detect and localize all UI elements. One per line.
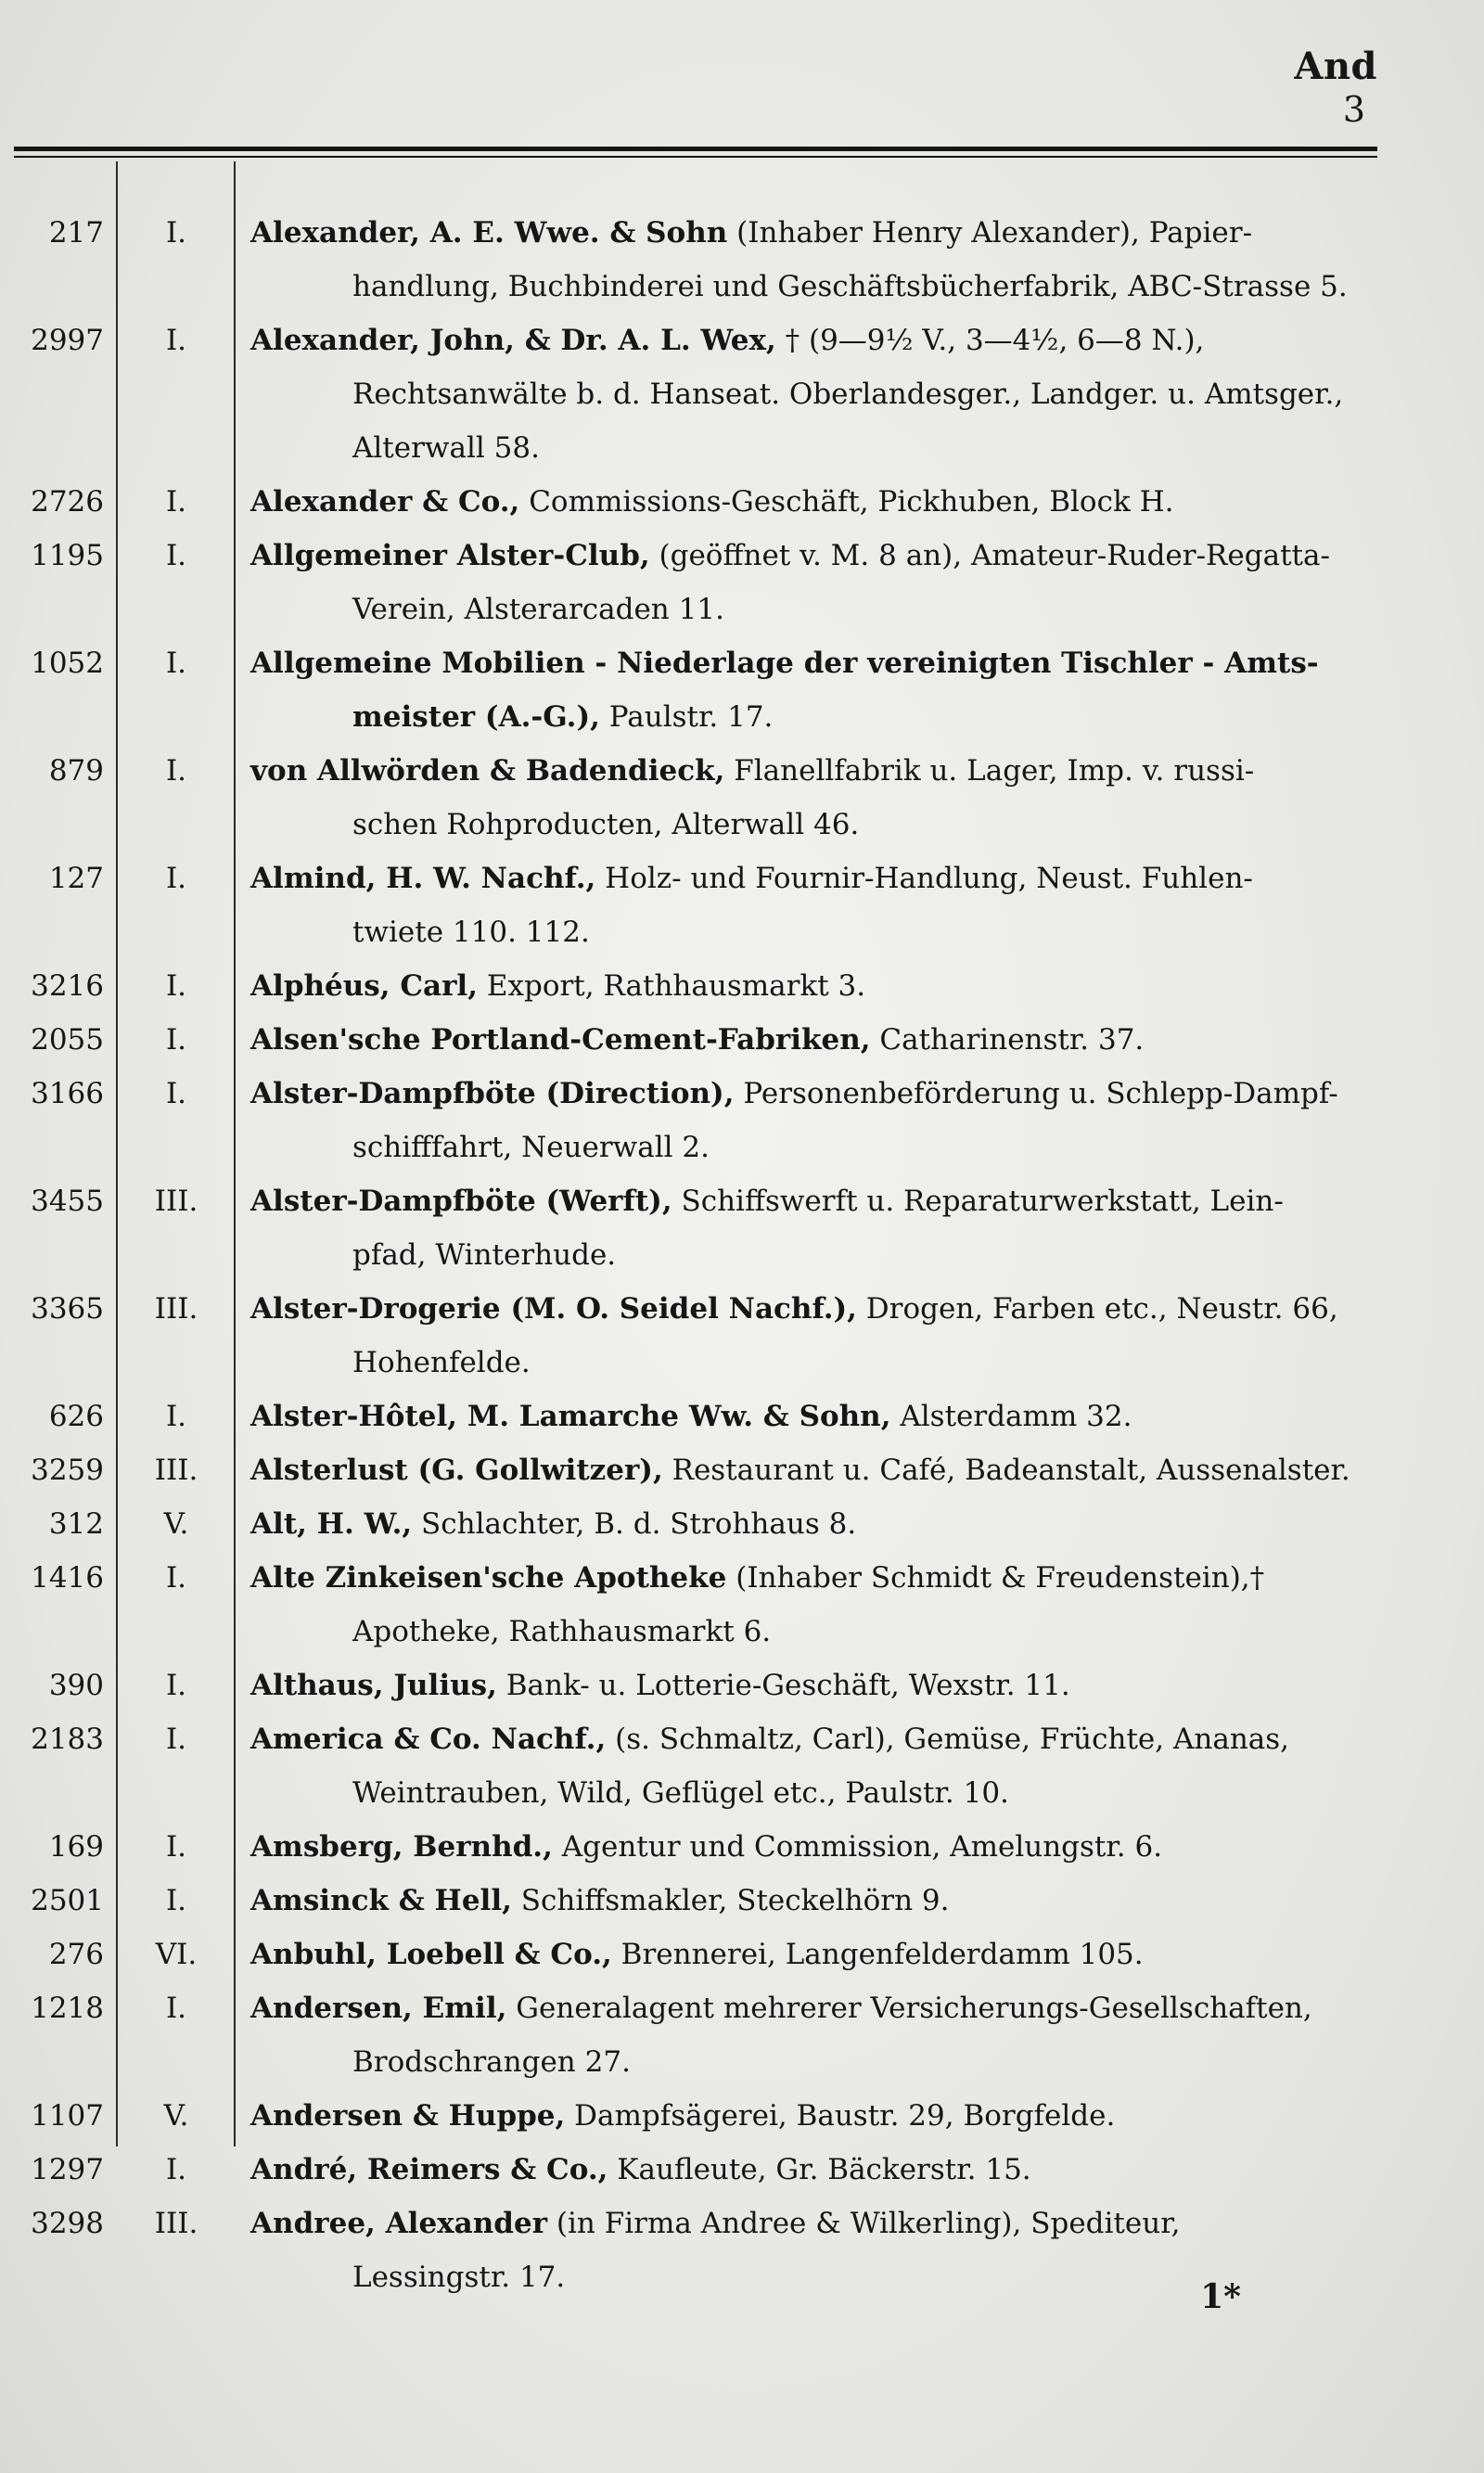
entry-number: 2055 bbox=[31, 1023, 104, 1057]
entry-description: Personenbeförderung u. Schlepp-Dampf- bbox=[734, 1077, 1338, 1110]
entry-number: 1052 bbox=[31, 647, 104, 680]
entry-description: (s. Schmaltz, Carl), Gemüse, Früchte, Ananas, bbox=[606, 1723, 1290, 1756]
entry-continuation: twiete 110. 112. bbox=[352, 916, 590, 949]
directory-entry bbox=[0, 314, 1484, 475]
entry-text bbox=[250, 1928, 1410, 1981]
entry-district: III. bbox=[154, 1292, 198, 1326]
entry-continuation: pfad, Winterhude. bbox=[352, 1238, 617, 1272]
entry-district: V. bbox=[163, 2099, 189, 2133]
entry-continuation bbox=[250, 690, 1410, 744]
directory-entry bbox=[0, 2197, 1484, 2304]
header-rule-thick bbox=[14, 147, 1377, 151]
entry-address: Paulstr. 17. bbox=[599, 700, 774, 734]
entry-description: Brennerei, Langenfelderdamm 105. bbox=[611, 1938, 1144, 1971]
entry-number: 312 bbox=[48, 1507, 104, 1541]
entry-text bbox=[250, 959, 1410, 1013]
entry-description: (geöffnet v. M. 8 an), Amateur-Ruder-Regatta- bbox=[649, 539, 1330, 572]
entry-name: Amsberg, Bernhd., bbox=[250, 1830, 553, 1864]
entry-continuation: Brodschrangen 27. bbox=[352, 2045, 631, 2079]
entry-description: Alsterdamm 32. bbox=[890, 1400, 1132, 1433]
entry-name: Alsterlust (G. Gollwitzer), bbox=[250, 1454, 663, 1487]
entry-number: 1195 bbox=[31, 539, 104, 572]
entry-number: 217 bbox=[48, 216, 104, 250]
entry-number: 3455 bbox=[31, 1185, 104, 1218]
entry-district: I. bbox=[165, 216, 187, 250]
entry-continuation: schifffahrt, Neuerwall 2. bbox=[352, 1131, 710, 1164]
entry-name: Alexander, A. E. Wwe. & Sohn bbox=[250, 216, 728, 250]
directory-entry bbox=[0, 1659, 1484, 1712]
entry-number: 390 bbox=[48, 1669, 104, 1702]
directory-entry bbox=[0, 1067, 1484, 1174]
entry-name-continuation: meister (A.-G.), bbox=[352, 700, 600, 734]
entry-district: I. bbox=[165, 1992, 187, 2025]
entry-description: Dampfsägerei, Baustr. 29, Borgfelde. bbox=[565, 2099, 1116, 2133]
entry-district: VI. bbox=[155, 1938, 198, 1971]
entry-name: André, Reimers & Co., bbox=[250, 2153, 608, 2186]
entry-description: (in Firma Andree & Wilkerling), Spediteur, bbox=[547, 2207, 1181, 2240]
entry-continuation: Verein, Alsterarcaden 11. bbox=[352, 593, 724, 626]
directory-entry bbox=[0, 852, 1484, 959]
entry-continuation: Weintrauben, Wild, Geflügel etc., Paulstr. 10. bbox=[352, 1776, 1009, 1810]
directory-entry bbox=[0, 1443, 1484, 1497]
entry-district: I. bbox=[165, 1023, 187, 1057]
entry-number: 2183 bbox=[31, 1723, 104, 1756]
entry-description: Schiffswerft u. Reparaturwerkstatt, Lein- bbox=[672, 1185, 1284, 1218]
entry-district: I. bbox=[165, 1723, 187, 1756]
entry-text bbox=[250, 1282, 1410, 1390]
entry-continuation: Apotheke, Rathhausmarkt 6. bbox=[352, 1615, 772, 1648]
entry-number: 1297 bbox=[31, 2153, 104, 2186]
entry-name: Alster-Dampfböte (Werft), bbox=[250, 1185, 672, 1218]
entry-text bbox=[250, 636, 1410, 744]
directory-entry bbox=[0, 1981, 1484, 2089]
entry-name: Althaus, Julius, bbox=[250, 1669, 497, 1702]
entry-text bbox=[250, 1067, 1410, 1174]
entry-text bbox=[250, 744, 1410, 852]
entry-description: Flanellfabrik u. Lager, Imp. v. russi- bbox=[724, 754, 1255, 788]
entry-district: III. bbox=[154, 2207, 198, 2240]
entry-text bbox=[250, 206, 1410, 314]
entry-number: 2726 bbox=[31, 485, 104, 519]
entry-continuation: schen Rohproducten, Alterwall 46. bbox=[352, 808, 860, 841]
entry-name: Alphéus, Carl, bbox=[250, 969, 479, 1003]
signature-mark: 1* bbox=[1200, 2277, 1241, 2316]
entry-district: I. bbox=[165, 754, 187, 788]
entry-number: 2501 bbox=[31, 1884, 104, 1917]
entry-name: Allgemeiner Alster-Club, bbox=[250, 539, 650, 572]
entry-text bbox=[250, 314, 1410, 475]
entry-district: III. bbox=[154, 1185, 198, 1218]
entry-name: Amsinck & Hell, bbox=[250, 1884, 512, 1917]
entry-description: † (9—9½ V., 3—4½, 6—8 N.), bbox=[775, 324, 1205, 357]
directory-entry bbox=[0, 206, 1484, 314]
entry-district: I. bbox=[165, 324, 187, 357]
entry-description: Restaurant u. Café, Badeanstalt, Aussenalster. bbox=[662, 1454, 1350, 1487]
entry-name: America & Co. Nachf., bbox=[250, 1723, 607, 1756]
entry-continuation: Hohenfelde. bbox=[352, 1346, 531, 1379]
entry-continuation: Rechtsanwälte b. d. Hanseat. Oberlandesger., Landger. u. Amtsger., bbox=[352, 378, 1344, 411]
entry-number: 3216 bbox=[31, 969, 104, 1003]
entry-district: I. bbox=[165, 1400, 187, 1433]
entry-description: Schlachter, B. d. Strohhaus 8. bbox=[412, 1507, 857, 1541]
entry-district: I. bbox=[165, 2153, 187, 2186]
entry-name: Andersen & Huppe, bbox=[250, 2099, 566, 2133]
directory-entry bbox=[0, 2089, 1484, 2143]
entry-description: Holz- und Fournir-Handlung, Neust. Fuhlen- bbox=[595, 862, 1253, 895]
entry-number: 3166 bbox=[31, 1077, 104, 1110]
entry-district: III. bbox=[154, 1454, 198, 1487]
entry-continuation: Lessingstr. 17. bbox=[352, 2261, 566, 2294]
entry-text bbox=[250, 1981, 1410, 2089]
directory-entry bbox=[0, 1282, 1484, 1390]
entry-district: I. bbox=[165, 647, 187, 680]
entry-description: Drogen, Farben etc., Neustr. 66, bbox=[856, 1292, 1338, 1326]
entry-list bbox=[0, 206, 1484, 2304]
directory-entry bbox=[0, 1497, 1484, 1551]
entry-description: Export, Rathhausmarkt 3. bbox=[478, 969, 866, 1003]
page-number: 3 bbox=[1342, 89, 1365, 130]
entry-number: 127 bbox=[48, 862, 104, 895]
entry-number: 276 bbox=[48, 1938, 104, 1971]
directory-entry bbox=[0, 529, 1484, 636]
entry-text bbox=[250, 475, 1410, 529]
entry-district: I. bbox=[165, 1077, 187, 1110]
directory-entry bbox=[0, 959, 1484, 1013]
directory-entry bbox=[0, 2143, 1484, 2197]
entry-name: Andree, Alexander bbox=[250, 2207, 548, 2240]
entry-district: V. bbox=[163, 1507, 189, 1541]
entry-text bbox=[250, 1820, 1410, 1874]
entry-text bbox=[250, 1390, 1410, 1443]
directory-entry bbox=[0, 1712, 1484, 1820]
directory-entry bbox=[0, 744, 1484, 852]
directory-entry bbox=[0, 1174, 1484, 1282]
entry-text bbox=[250, 1874, 1410, 1928]
entry-continuation: Alterwall 58. bbox=[352, 431, 540, 465]
entry-name: Alster-Dampfböte (Direction), bbox=[250, 1077, 735, 1110]
entry-description: (Inhaber Schmidt & Freudenstein),† bbox=[726, 1561, 1265, 1595]
entry-text bbox=[250, 1013, 1410, 1067]
entry-district: I. bbox=[165, 485, 187, 519]
directory-entry bbox=[0, 1013, 1484, 1067]
entry-description: Agentur und Commission, Amelungstr. 6. bbox=[552, 1830, 1163, 1864]
directory-entry bbox=[0, 1928, 1484, 1981]
entry-text bbox=[250, 1174, 1410, 1282]
entry-name: Alster-Hôtel, M. Lamarche Ww. & Sohn, bbox=[250, 1400, 891, 1433]
entry-text bbox=[250, 852, 1410, 959]
entry-name: Alster-Drogerie (M. O. Seidel Nachf.), bbox=[250, 1292, 857, 1326]
entry-description: (Inhaber Henry Alexander), Papier- bbox=[727, 216, 1253, 250]
entry-text bbox=[250, 2089, 1410, 2143]
entry-text bbox=[250, 2143, 1410, 2197]
entry-district: I. bbox=[165, 1884, 187, 1917]
entry-number: 3298 bbox=[31, 2207, 104, 2240]
directory-entry bbox=[0, 1551, 1484, 1659]
entry-number: 1416 bbox=[31, 1561, 104, 1595]
entry-name: Anbuhl, Loebell & Co., bbox=[250, 1938, 612, 1971]
directory-entry bbox=[0, 475, 1484, 529]
entry-number: 1218 bbox=[31, 1992, 104, 2025]
entry-number: 879 bbox=[48, 754, 104, 788]
entry-district: I. bbox=[165, 539, 187, 572]
entry-description: Kaufleute, Gr. Bäckerstr. 15. bbox=[608, 2153, 1031, 2186]
entry-name: Andersen, Emil, bbox=[250, 1992, 507, 2025]
entry-number: 1107 bbox=[31, 2099, 104, 2133]
entry-number: 626 bbox=[48, 1400, 104, 1433]
entry-number: 3259 bbox=[31, 1454, 104, 1487]
entry-text bbox=[250, 1443, 1410, 1497]
directory-entry bbox=[0, 1390, 1484, 1443]
entry-description: Catharinenstr. 37. bbox=[870, 1023, 1145, 1057]
running-head-keyword: And bbox=[1294, 45, 1377, 88]
entry-description: Commissions-Geschäft, Pickhuben, Block H. bbox=[519, 485, 1174, 519]
entry-name: Almind, H. W. Nachf., bbox=[250, 862, 596, 895]
entry-district: I. bbox=[165, 862, 187, 895]
entry-district: I. bbox=[165, 1561, 187, 1595]
entry-name: Alexander, John, & Dr. A. L. Wex, bbox=[250, 324, 776, 357]
entry-name: von Allwörden & Badendieck, bbox=[250, 754, 725, 788]
directory-entry bbox=[0, 636, 1484, 744]
header-rule-thin bbox=[14, 156, 1377, 158]
entry-text bbox=[250, 1712, 1410, 1820]
entry-description: Schiffsmakler, Steckelhörn 9. bbox=[511, 1884, 950, 1917]
entry-name: Alexander & Co., bbox=[250, 485, 520, 519]
entry-district: I. bbox=[165, 1830, 187, 1864]
entry-text bbox=[250, 1659, 1410, 1712]
entry-number: 169 bbox=[48, 1830, 104, 1864]
entry-name: Alt, H. W., bbox=[250, 1507, 413, 1541]
entry-district: I. bbox=[165, 969, 187, 1003]
entry-number: 3365 bbox=[31, 1292, 104, 1326]
entry-text bbox=[250, 1551, 1410, 1659]
entry-text bbox=[250, 1497, 1410, 1551]
directory-entry bbox=[0, 1820, 1484, 1874]
entry-name: Alte Zinkeisen'sche Apotheke bbox=[250, 1561, 727, 1595]
entry-text bbox=[250, 529, 1410, 636]
entry-continuation: handlung, Buchbinderei und Geschäftsbücherfabrik, ABC-Strasse 5. bbox=[352, 270, 1348, 303]
directory-entry bbox=[0, 1874, 1484, 1928]
entry-number: 2997 bbox=[31, 324, 104, 357]
entry-description: Generalagent mehrerer Versicherungs-Gesellschaften, bbox=[506, 1992, 1312, 2025]
entry-name: Alsen'sche Portland-Cement-Fabriken, bbox=[250, 1023, 871, 1057]
entry-name: Allgemeine Mobilien - Niederlage der vereinigten Tischler - Amts- bbox=[250, 647, 1319, 680]
entry-district: I. bbox=[165, 1669, 187, 1702]
entry-description: Bank- u. Lotterie-Geschäft, Wexstr. 11. bbox=[496, 1669, 1070, 1702]
